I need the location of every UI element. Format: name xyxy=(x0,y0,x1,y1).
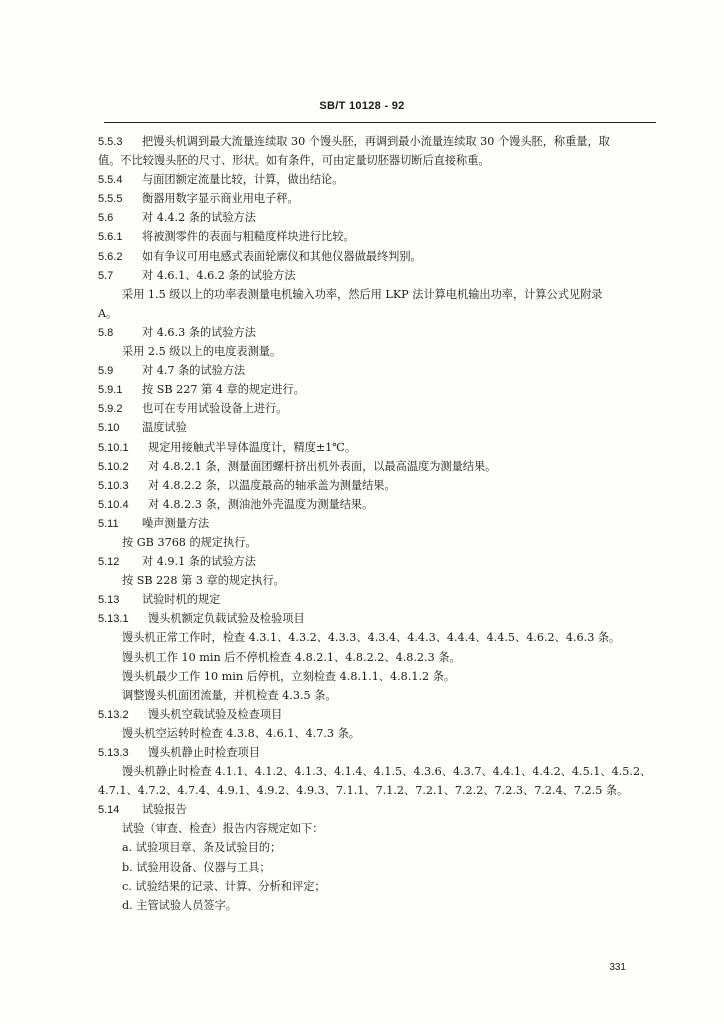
clause-number: 5.9.2 xyxy=(98,403,123,416)
text-line xyxy=(98,590,658,609)
text-line xyxy=(98,609,658,628)
clause-text: 与面团额定流量比较，计算，做出结论。 xyxy=(142,173,344,187)
text-line xyxy=(98,247,658,266)
clause-text: 规定用接触式半导体温度计，精度±1℃。 xyxy=(148,440,357,454)
text-line xyxy=(98,858,658,877)
clause-text: 将被测零件的表面与粗糙度样块进行比较。 xyxy=(142,230,355,244)
text-line xyxy=(98,896,658,915)
text-line xyxy=(98,819,658,838)
text-line xyxy=(98,170,658,189)
clause-number: 5.10.1 xyxy=(98,441,129,454)
text-line xyxy=(98,743,658,762)
clause-text: c. 试验结果的记录、计算、分析和评定； xyxy=(122,879,326,893)
clause-number: 5.5.3 xyxy=(98,136,123,148)
clause-text: 馒头机静止时检查项目 xyxy=(148,746,260,759)
text-line xyxy=(98,323,658,342)
clause-text: 馒头机空运转时检查 4.3.8、4.6.1、4.7.3 条。 xyxy=(122,726,360,740)
text-line xyxy=(98,304,658,323)
clause-text: b. 试验用设备、仪器与工具； xyxy=(122,860,271,874)
clause-text: 对 4.6.1、4.6.2 条的试验方法 xyxy=(142,268,296,282)
text-line xyxy=(98,838,658,857)
clause-number: 5.10.3 xyxy=(98,479,129,492)
clause-text: 对 4.6.3 条的试验方法 xyxy=(142,325,256,339)
text-line xyxy=(98,667,658,686)
text-line xyxy=(98,686,658,705)
text-line xyxy=(98,132,658,151)
text-line xyxy=(98,781,658,800)
clause-text: 按 SB 228 第 3 章的规定执行。 xyxy=(122,574,285,588)
clause-text: d. 主管试验人员签字。 xyxy=(122,898,237,912)
text-line xyxy=(98,514,658,533)
clause-text: 对 4.7 条的试验方法 xyxy=(142,364,246,378)
document-body xyxy=(98,132,658,915)
text-line xyxy=(98,418,658,437)
text-line xyxy=(98,361,658,380)
clause-number: 5.5.5 xyxy=(98,193,123,206)
clause-text: 把馒头机调到最大流量连续取 30 个馒头胚，再调到最小流量连续取 30 个馒头胚，称重量，取 xyxy=(142,135,610,148)
clause-number: 5.9.1 xyxy=(98,384,123,397)
clause-number: 5.8 xyxy=(98,326,114,339)
text-line xyxy=(98,285,658,304)
clause-text: 试验（审查、检查）报告内容规定如下： xyxy=(122,822,324,836)
clause-number: 5.14 xyxy=(98,804,120,817)
clause-text: 按 GB 3768 的规定执行。 xyxy=(122,535,257,549)
clause-text: 采用 1.5 级以上的功率表测量电机输入功率，然后用 LKP 法计算电机输出功率，计算公式见附录 xyxy=(122,287,603,301)
text-line xyxy=(98,266,658,285)
clause-text: 也可在专用试验设备上进行。 xyxy=(142,402,288,416)
clause-number: 5.9 xyxy=(98,365,114,378)
text-line xyxy=(98,533,658,552)
text-line xyxy=(98,571,658,590)
clause-text: 馒头机工作 10 min 后不停机检查 4.8.2.1、4.8.2.2、4.8.2.3 条。 xyxy=(122,650,461,664)
clause-text: 试验报告 xyxy=(142,803,187,817)
page-header: SB/T 10128 - 92 xyxy=(319,100,405,112)
clause-text: 馒头机空载试验及检查项目 xyxy=(148,707,283,721)
text-line xyxy=(98,399,658,418)
clause-number: 5.5.4 xyxy=(98,174,123,187)
text-line xyxy=(98,208,658,227)
clause-number: 5.13.2 xyxy=(98,708,129,721)
text-line xyxy=(98,800,658,819)
clause-number: 5.10.2 xyxy=(98,460,129,473)
text-line xyxy=(98,438,658,457)
clause-text: 调整馒头机面团流量，并机检查 4.3.5 条。 xyxy=(122,688,337,702)
clause-text: 对 4.8.2.2 条，以温度最高的轴承盖为测量结果。 xyxy=(148,478,396,492)
text-line xyxy=(98,762,658,781)
text-line xyxy=(98,189,658,208)
clause-number: 5.13 xyxy=(98,594,120,607)
clause-text: 衡器用数字显示商业用电子秤。 xyxy=(142,192,299,206)
text-line xyxy=(98,648,658,667)
text-line xyxy=(98,877,658,896)
clause-number: 5.6.2 xyxy=(98,250,123,263)
clause-number: 5.12 xyxy=(98,556,120,569)
clause-text: a. 试验项目章、条及试验目的； xyxy=(122,841,282,855)
clause-text: 4.7.1、4.7.2、4.7.4、4.9.1、4.9.2、4.9.3、7.1.1、7.1.2、7.2.1、7.2.2、7.2.3、7.2.4、7.2.5 条。 xyxy=(98,784,629,798)
clause-text: 温度试验 xyxy=(142,421,187,435)
clause-text: A。 xyxy=(98,306,118,320)
clause-number: 5.10 xyxy=(98,422,120,435)
clause-text: 馒头机最少工作 10 min 后停机，立刻检查 4.8.1.1、4.8.1.2 条。 xyxy=(122,669,456,683)
clause-text: 馒头机额定负载试验及检验项目 xyxy=(148,612,305,626)
clause-text: 馒头机正常工作时，检查 4.3.1、4.3.2、4.3.3、4.3.4、4.4.3、4.4.4、4.4.5、4.6.2、4.6.3 条。 xyxy=(122,631,621,645)
clause-number: 5.6 xyxy=(98,212,114,225)
text-line xyxy=(98,151,658,170)
clause-text: 如有争议可用电感式表面轮廓仪和其他仪器做最终判别。 xyxy=(142,249,422,263)
clause-number: 5.10.4 xyxy=(98,498,129,511)
clause-text: 对 4.9.1 条的试验方法 xyxy=(142,555,256,569)
text-line xyxy=(98,342,658,361)
clause-number: 5.13.3 xyxy=(98,747,129,759)
text-line xyxy=(98,705,658,724)
clause-text: 对 4.4.2 条的试验方法 xyxy=(142,211,256,225)
text-line xyxy=(98,495,658,514)
text-line xyxy=(98,380,658,399)
clause-text: 对 4.8.2.3 条，测油池外壳温度为测量结果。 xyxy=(148,497,374,511)
clause-text: 按 SB 227 第 4 章的规定进行。 xyxy=(142,383,305,397)
header-rule xyxy=(104,122,656,123)
text-line xyxy=(98,227,658,246)
clause-number: 5.7 xyxy=(98,269,114,282)
clause-text: 馒头机静止时检查 4.1.1、4.1.2、4.1.3、4.1.4、4.1.5、4.3.6、4.3.7、4.4.1、4.4.2、4.5.1、4.5.2、 xyxy=(122,765,652,779)
text-line xyxy=(98,457,658,476)
clause-number: 5.11 xyxy=(98,517,119,530)
text-line xyxy=(98,724,658,743)
text-line xyxy=(98,476,658,495)
clause-text: 试验时机的规定 xyxy=(142,593,221,607)
text-line xyxy=(98,552,658,571)
clause-text: 值。不比较馒头胚的尺寸、形状。如有条件，可由定量切胚器切断后直接称重。 xyxy=(98,154,490,168)
clause-text: 噪声测量方法 xyxy=(142,516,210,530)
page-number: 331 xyxy=(609,962,626,973)
clause-text: 对 4.8.2.1 条，测量面团螺杆挤出机外表面，以最高温度为测量结果。 xyxy=(148,459,497,473)
clause-text: 采用 2.5 级以上的电度表测量。 xyxy=(122,345,282,359)
clause-number: 5.6.1 xyxy=(98,231,123,244)
clause-number: 5.13.1 xyxy=(98,613,129,626)
text-line xyxy=(98,628,658,647)
